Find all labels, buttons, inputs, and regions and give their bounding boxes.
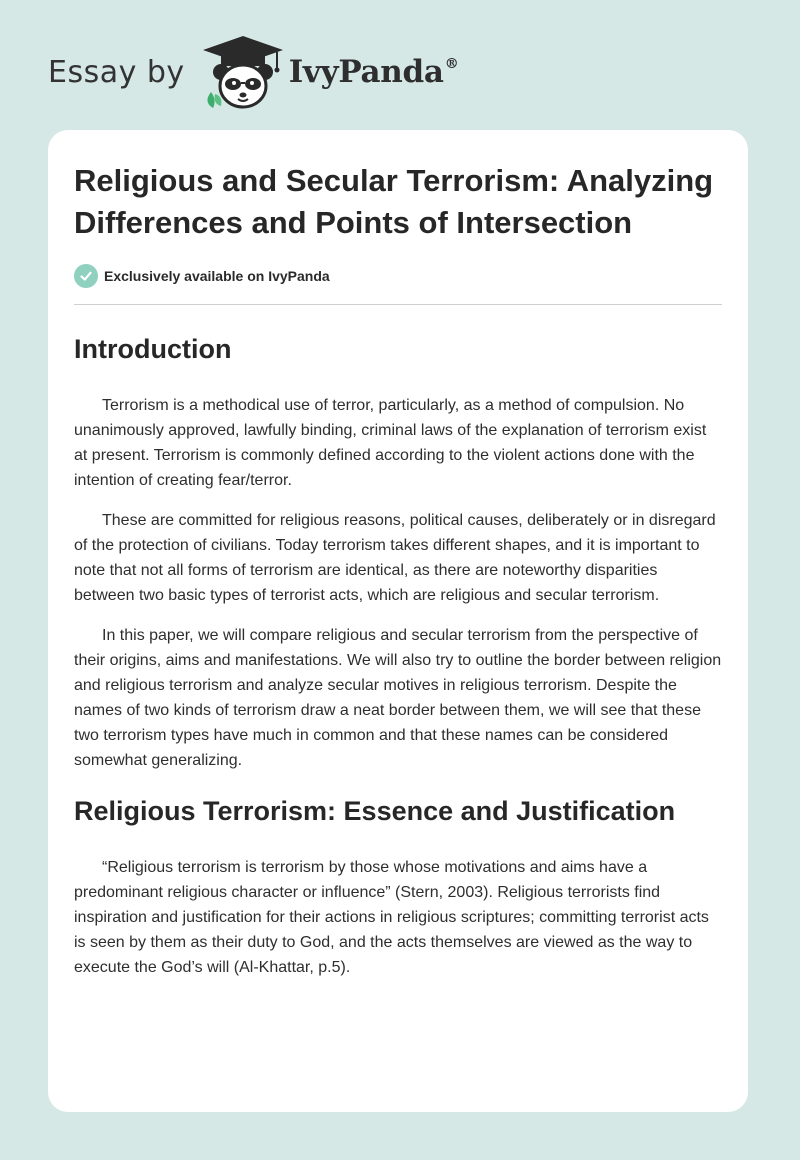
paragraph: “Religious terrorism is terrorism by those whose motivations and aims have a predominant religious character or influence” (Stern, 2003). Religious terrorists find inspiration and justification for their actions in religious scriptures; committing terrorist acts is seen by them as their duty to God, and the acts themselves are viewed as the way to execute the God’s will (Al-Khattar, p.5). bbox=[74, 859, 709, 976]
site-header bbox=[48, 32, 458, 112]
title-divider bbox=[74, 304, 722, 305]
ivypanda-brand[interactable] bbox=[289, 54, 459, 90]
essay-title: Religious and Secular Terrorism: Analyzing Differences and Points of Intersection bbox=[74, 163, 714, 240]
exclusive-badge bbox=[74, 264, 722, 288]
exclusive-label: Exclusively available on IvyPanda bbox=[104, 268, 330, 284]
check-icon bbox=[74, 264, 98, 288]
essay-card bbox=[48, 130, 748, 1112]
panda-graduation-cap-icon[interactable] bbox=[201, 32, 285, 112]
section-heading-introduction: Introduction bbox=[74, 334, 232, 364]
paragraph: Terrorism is a methodical use of terror, particularly, as a method of compulsion. No unanimously approved, lawfully binding, criminal laws of the explanation of terrorism exist at present. Terrorism is commonly defined according to the violent actions done with the intention of creating fear/terror. bbox=[74, 397, 707, 489]
essay-by-label: Essay by bbox=[48, 54, 185, 90]
paragraph: These are committed for religious reasons, political causes, deliberately or in disregard of the protection of civilians. Today terrorism takes different shapes, and it is important to note that not all forms of terrorism are identical, as there are noteworthy disparities between two basic types of terrorist acts, which are religious and secular terrorism. bbox=[74, 512, 716, 604]
brand-name: IvyPanda bbox=[288, 54, 444, 90]
registered-mark: ® bbox=[444, 56, 459, 72]
section-heading-religious-terrorism: Religious Terrorism: Essence and Justification bbox=[74, 796, 676, 826]
paragraph: In this paper, we will compare religious and secular terrorism from the perspective of their origins, aims and manifestations. We will also try to outline the border between religion and religious terrorism and analyze secular motives in religious terrorism. Despite the names of two kinds of terrorism draw a neat border between them, we will see that these two terrorism types have much in common and that these names can be considered somewhat generalizing. bbox=[74, 627, 722, 769]
